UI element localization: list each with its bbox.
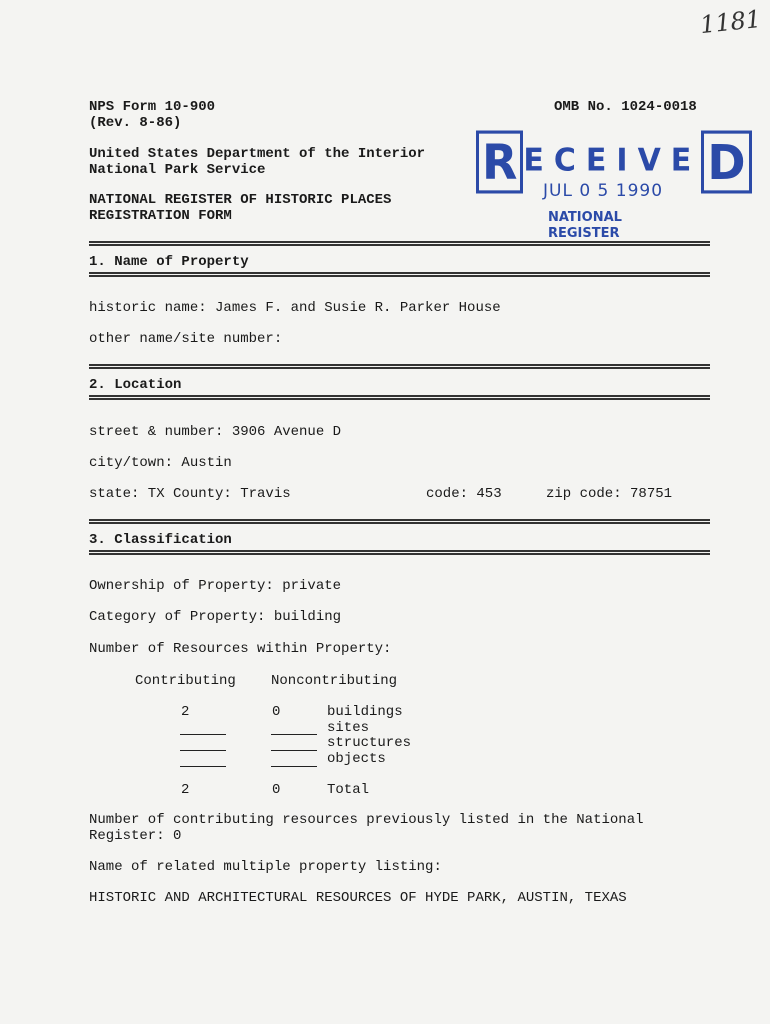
state-county: state: TX County: Travis	[89, 486, 291, 502]
multiple-listing-label: Name of related multiple property listing:	[89, 859, 442, 875]
handwritten-number: 1181	[698, 4, 763, 40]
section-divider	[89, 272, 710, 277]
column-contributing: Contributing	[135, 673, 236, 689]
historic-name: historic name: James F. and Susie R. Parker House	[89, 300, 501, 316]
previously-listed-line2: Register: 0	[89, 828, 182, 844]
sites-noncontributing-blank	[271, 734, 317, 735]
category-of-property: Category of Property: building	[89, 609, 342, 625]
section-divider	[89, 364, 710, 369]
objects-noncontributing-blank	[271, 766, 317, 767]
objects-label: objects	[327, 751, 386, 767]
structures-label: structures	[327, 735, 412, 751]
structures-noncontributing-blank	[271, 750, 317, 751]
total-contributing: 2	[181, 782, 190, 798]
buildings-label: buildings	[327, 704, 403, 720]
zip-code: zip code: 78751	[546, 486, 673, 502]
section-1-title: 1. Name of Property	[89, 254, 249, 270]
received-stamp-last-letter: D	[701, 131, 751, 194]
resources-label: Number of Resources within Property:	[89, 641, 392, 657]
register-title: NATIONAL REGISTER OF HISTORIC PLACES	[89, 192, 392, 208]
sites-contributing-blank	[180, 734, 226, 735]
section-divider	[89, 519, 710, 524]
omb-number: OMB No. 1024-0018	[554, 99, 697, 115]
national-register-stamp	[548, 210, 622, 242]
other-name: other name/site number:	[89, 331, 283, 347]
received-stamp-first-letter: R	[476, 131, 523, 194]
county-code: code: 453	[426, 486, 502, 502]
received-stamp-middle: ECEIVE	[523, 142, 702, 179]
form-number: NPS Form 10-900	[89, 99, 216, 115]
multiple-listing-value: HISTORIC AND ARCHITECTURAL RESOURCES OF HYDE PARK, AUSTIN, TEXAS	[89, 890, 627, 906]
buildings-contributing: 2	[181, 704, 190, 720]
section-3-title: 3. Classification	[89, 532, 232, 548]
previously-listed-line1: Number of contributing resources previously listed in the National	[89, 812, 644, 828]
ownership-of-property: Ownership of Property: private	[89, 578, 342, 594]
section-divider	[89, 395, 710, 400]
structures-contributing-blank	[180, 750, 226, 751]
section-2-title: 2. Location	[89, 377, 182, 393]
street-number: street & number: 3906 Avenue D	[89, 424, 342, 440]
column-noncontributing: Noncontributing	[271, 673, 398, 689]
sites-label: sites	[327, 720, 370, 736]
form-title: REGISTRATION FORM	[89, 208, 232, 224]
buildings-noncontributing: 0	[272, 704, 281, 720]
received-stamp-date: JUL 0 5 1990	[543, 181, 664, 201]
total-noncontributing: 0	[272, 782, 281, 798]
national-register-stamp-line1: NATIONAL	[548, 210, 622, 225]
objects-contributing-blank	[180, 766, 226, 767]
national-register-stamp-line2: REGISTER	[548, 226, 620, 241]
section-divider	[89, 550, 710, 555]
section-divider	[89, 241, 710, 246]
city-town: city/town: Austin	[89, 455, 232, 471]
service-name: National Park Service	[89, 162, 266, 178]
department-name: United States Department of the Interior	[89, 146, 426, 162]
total-label: Total	[327, 782, 370, 798]
form-revision: (Rev. 8-86)	[89, 115, 182, 131]
